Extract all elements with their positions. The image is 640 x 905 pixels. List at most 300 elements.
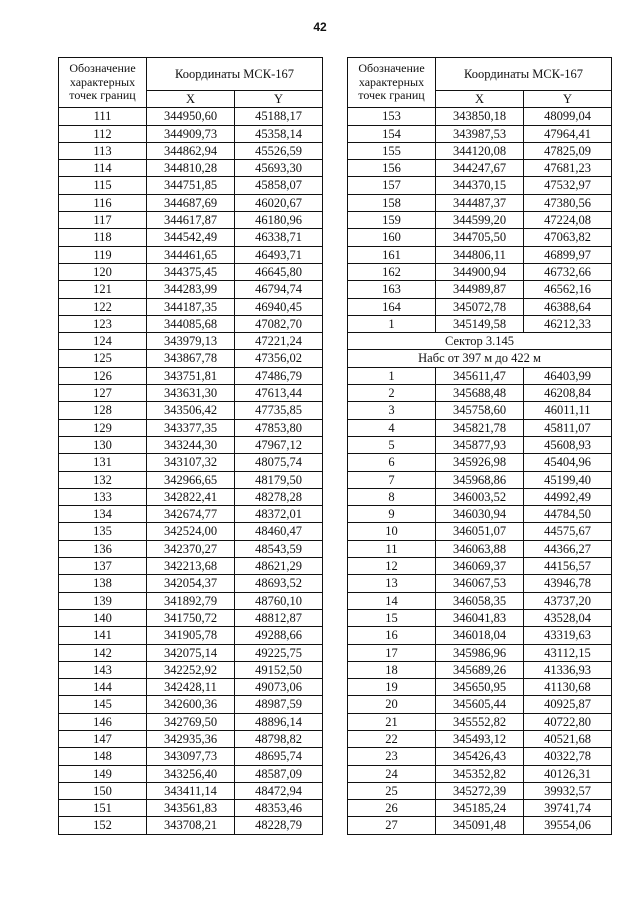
- y-coordinate-cell: 48099,04: [524, 108, 612, 125]
- x-coordinate-cell: 345986,96: [436, 644, 524, 661]
- x-coordinate-cell: 344909,73: [147, 125, 235, 142]
- table-row: [59, 298, 323, 315]
- table-row: [348, 436, 612, 453]
- table-row: [59, 454, 323, 471]
- y-coordinate-cell: 47532,97: [524, 177, 612, 194]
- table-row: [348, 315, 612, 332]
- x-coordinate-cell: 344862,94: [147, 142, 235, 159]
- y-coordinate-cell: 46562,16: [524, 281, 612, 298]
- x-coordinate-cell: 343708,21: [147, 817, 235, 834]
- y-coordinate-cell: 45199,40: [524, 471, 612, 488]
- point-id-cell: 158: [348, 194, 436, 211]
- table-row: [59, 333, 323, 350]
- table-row: [59, 765, 323, 782]
- y-coordinate-cell: 47063,82: [524, 229, 612, 246]
- point-id-cell: 9: [348, 506, 436, 523]
- table-row: [348, 558, 612, 575]
- coordinates-table-left: [58, 57, 323, 835]
- y-coordinate-cell: 45188,17: [235, 108, 323, 125]
- right-table-body-b: [348, 367, 612, 834]
- y-coordinate-cell: 43737,20: [524, 592, 612, 609]
- y-coordinate-cell: 44784,50: [524, 506, 612, 523]
- point-id-cell: 23: [348, 748, 436, 765]
- x-coordinate-cell: 344120,08: [436, 142, 524, 159]
- y-coordinate-cell: 47964,41: [524, 125, 612, 142]
- x-coordinate-cell: 342252,92: [147, 661, 235, 678]
- header-x: X: [436, 91, 524, 108]
- table-row: [59, 402, 323, 419]
- y-coordinate-cell: 48987,59: [235, 696, 323, 713]
- y-coordinate-cell: 47221,24: [235, 333, 323, 350]
- x-coordinate-cell: 343411,14: [147, 782, 235, 799]
- table-row: [59, 782, 323, 799]
- point-id-cell: 131: [59, 454, 147, 471]
- x-coordinate-cell: 344751,85: [147, 177, 235, 194]
- point-id-cell: 121: [59, 281, 147, 298]
- table-row: [348, 367, 612, 384]
- table-row: [59, 142, 323, 159]
- table-row: [59, 506, 323, 523]
- table-row: [348, 540, 612, 557]
- x-coordinate-cell: 342075,14: [147, 644, 235, 661]
- table-row: [59, 419, 323, 436]
- x-coordinate-cell: 345821,78: [436, 419, 524, 436]
- left-table-body: [59, 108, 323, 834]
- y-coordinate-cell: 40925,87: [524, 696, 612, 713]
- point-id-cell: 127: [59, 385, 147, 402]
- y-coordinate-cell: 46940,45: [235, 298, 323, 315]
- y-coordinate-cell: 47486,79: [235, 367, 323, 384]
- y-coordinate-cell: 39554,06: [524, 817, 612, 834]
- x-coordinate-cell: 345758,60: [436, 402, 524, 419]
- header-coordinates: Координаты МСК-167: [147, 58, 323, 91]
- point-id-cell: 145: [59, 696, 147, 713]
- x-coordinate-cell: 345968,86: [436, 471, 524, 488]
- point-id-cell: 126: [59, 367, 147, 384]
- y-coordinate-cell: 46208,84: [524, 385, 612, 402]
- y-coordinate-cell: 46020,67: [235, 194, 323, 211]
- x-coordinate-cell: 344705,50: [436, 229, 524, 246]
- header-designation: Обозначение характерных точек границ: [59, 58, 147, 108]
- point-id-cell: 122: [59, 298, 147, 315]
- y-coordinate-cell: 46338,71: [235, 229, 323, 246]
- point-id-cell: 15: [348, 609, 436, 626]
- x-coordinate-cell: 344370,15: [436, 177, 524, 194]
- y-coordinate-cell: 43946,78: [524, 575, 612, 592]
- point-id-cell: 117: [59, 212, 147, 229]
- point-id-cell: 129: [59, 419, 147, 436]
- y-coordinate-cell: 48621,29: [235, 558, 323, 575]
- table-row: [348, 817, 612, 834]
- sector-label: Сектор 3.145: [348, 333, 612, 350]
- x-coordinate-cell: 343377,35: [147, 419, 235, 436]
- x-coordinate-cell: 345650,95: [436, 679, 524, 696]
- sector-row: [348, 333, 612, 350]
- y-coordinate-cell: 40521,68: [524, 730, 612, 747]
- point-id-cell: 144: [59, 679, 147, 696]
- x-coordinate-cell: 346058,35: [436, 592, 524, 609]
- table-row: [59, 160, 323, 177]
- y-coordinate-cell: 44992,49: [524, 488, 612, 505]
- point-id-cell: 7: [348, 471, 436, 488]
- header-coordinates: Координаты МСК-167: [436, 58, 612, 91]
- table-row: [348, 194, 612, 211]
- x-coordinate-cell: 344989,87: [436, 281, 524, 298]
- x-coordinate-cell: 345877,93: [436, 436, 524, 453]
- y-coordinate-cell: 48587,09: [235, 765, 323, 782]
- table-row: [348, 471, 612, 488]
- point-id-cell: 10: [348, 523, 436, 540]
- point-id-cell: 148: [59, 748, 147, 765]
- y-coordinate-cell: 39932,57: [524, 782, 612, 799]
- x-coordinate-cell: 342428,11: [147, 679, 235, 696]
- header-x: X: [147, 91, 235, 108]
- y-coordinate-cell: 47853,80: [235, 419, 323, 436]
- y-coordinate-cell: 48228,79: [235, 817, 323, 834]
- y-coordinate-cell: 47825,09: [524, 142, 612, 159]
- header-y: Y: [524, 91, 612, 108]
- point-id-cell: 128: [59, 402, 147, 419]
- x-coordinate-cell: 343561,83: [147, 800, 235, 817]
- x-coordinate-cell: 346003,52: [436, 488, 524, 505]
- point-id-cell: 155: [348, 142, 436, 159]
- table-row: [59, 315, 323, 332]
- x-coordinate-cell: 343850,18: [436, 108, 524, 125]
- table-row: [59, 471, 323, 488]
- x-coordinate-cell: 342600,36: [147, 696, 235, 713]
- point-id-cell: 17: [348, 644, 436, 661]
- point-id-cell: 3: [348, 402, 436, 419]
- point-id-cell: 150: [59, 782, 147, 799]
- x-coordinate-cell: 345272,39: [436, 782, 524, 799]
- table-row: [348, 281, 612, 298]
- header-designation: Обозначение характерных точек границ: [348, 58, 436, 108]
- header-y: Y: [235, 91, 323, 108]
- x-coordinate-cell: 343097,73: [147, 748, 235, 765]
- x-coordinate-cell: 343751,81: [147, 367, 235, 384]
- y-coordinate-cell: 48693,52: [235, 575, 323, 592]
- x-coordinate-cell: 343987,53: [436, 125, 524, 142]
- point-id-cell: 116: [59, 194, 147, 211]
- point-id-cell: 112: [59, 125, 147, 142]
- point-id-cell: 133: [59, 488, 147, 505]
- x-coordinate-cell: 344375,45: [147, 263, 235, 280]
- point-id-cell: 124: [59, 333, 147, 350]
- point-id-cell: 138: [59, 575, 147, 592]
- y-coordinate-cell: 39741,74: [524, 800, 612, 817]
- table-row: [348, 765, 612, 782]
- x-coordinate-cell: 344085,68: [147, 315, 235, 332]
- y-coordinate-cell: 45811,07: [524, 419, 612, 436]
- x-coordinate-cell: 345185,24: [436, 800, 524, 817]
- table-row: [59, 713, 323, 730]
- y-coordinate-cell: 46794,74: [235, 281, 323, 298]
- x-coordinate-cell: 341892,79: [147, 592, 235, 609]
- x-coordinate-cell: 344487,37: [436, 194, 524, 211]
- table-row: [59, 609, 323, 626]
- point-id-cell: 26: [348, 800, 436, 817]
- point-id-cell: 18: [348, 661, 436, 678]
- point-id-cell: 21: [348, 713, 436, 730]
- point-id-cell: 137: [59, 558, 147, 575]
- table-row: [348, 748, 612, 765]
- y-coordinate-cell: 40322,78: [524, 748, 612, 765]
- table-row: [348, 160, 612, 177]
- table-row: [59, 679, 323, 696]
- x-coordinate-cell: 343631,30: [147, 385, 235, 402]
- y-coordinate-cell: 47082,70: [235, 315, 323, 332]
- x-coordinate-cell: 343256,40: [147, 765, 235, 782]
- x-coordinate-cell: 343506,42: [147, 402, 235, 419]
- point-id-cell: 163: [348, 281, 436, 298]
- table-row: [59, 212, 323, 229]
- table-row: [348, 142, 612, 159]
- y-coordinate-cell: 46011,11: [524, 402, 612, 419]
- x-coordinate-cell: 346051,07: [436, 523, 524, 540]
- y-coordinate-cell: 47613,44: [235, 385, 323, 402]
- y-coordinate-cell: 45358,14: [235, 125, 323, 142]
- table-row: [348, 212, 612, 229]
- point-id-cell: 147: [59, 730, 147, 747]
- point-id-cell: 151: [59, 800, 147, 817]
- point-id-cell: 115: [59, 177, 147, 194]
- point-id-cell: 113: [59, 142, 147, 159]
- x-coordinate-cell: 342935,36: [147, 730, 235, 747]
- table-row: [348, 644, 612, 661]
- x-coordinate-cell: 345493,12: [436, 730, 524, 747]
- point-id-cell: 114: [59, 160, 147, 177]
- height-label: Набс от 397 м до 422 м: [348, 350, 612, 367]
- y-coordinate-cell: 45858,07: [235, 177, 323, 194]
- y-coordinate-cell: 44575,67: [524, 523, 612, 540]
- point-id-cell: 142: [59, 644, 147, 661]
- point-id-cell: 141: [59, 627, 147, 644]
- point-id-cell: 146: [59, 713, 147, 730]
- y-coordinate-cell: 48695,74: [235, 748, 323, 765]
- x-coordinate-cell: 344950,60: [147, 108, 235, 125]
- x-coordinate-cell: 345426,43: [436, 748, 524, 765]
- x-coordinate-cell: 343979,13: [147, 333, 235, 350]
- x-coordinate-cell: 343867,78: [147, 350, 235, 367]
- y-coordinate-cell: 47224,08: [524, 212, 612, 229]
- point-id-cell: 2: [348, 385, 436, 402]
- x-coordinate-cell: 344806,11: [436, 246, 524, 263]
- table-row: [348, 263, 612, 280]
- y-coordinate-cell: 45526,59: [235, 142, 323, 159]
- point-id-cell: 139: [59, 592, 147, 609]
- y-coordinate-cell: 45693,30: [235, 160, 323, 177]
- point-id-cell: 19: [348, 679, 436, 696]
- x-coordinate-cell: 342822,41: [147, 488, 235, 505]
- point-id-cell: 135: [59, 523, 147, 540]
- x-coordinate-cell: 344599,20: [436, 212, 524, 229]
- x-coordinate-cell: 344617,87: [147, 212, 235, 229]
- y-coordinate-cell: 41130,68: [524, 679, 612, 696]
- table-row: [348, 609, 612, 626]
- table-row: [348, 488, 612, 505]
- point-id-cell: 24: [348, 765, 436, 782]
- table-row: [59, 817, 323, 834]
- point-id-cell: 157: [348, 177, 436, 194]
- x-coordinate-cell: 345352,82: [436, 765, 524, 782]
- y-coordinate-cell: 48278,28: [235, 488, 323, 505]
- y-coordinate-cell: 49225,75: [235, 644, 323, 661]
- point-id-cell: 119: [59, 246, 147, 263]
- coordinates-table-right: [347, 57, 612, 835]
- point-id-cell: 161: [348, 246, 436, 263]
- x-coordinate-cell: 342370,27: [147, 540, 235, 557]
- table-row: [59, 800, 323, 817]
- table-row: [59, 575, 323, 592]
- table-row: [59, 523, 323, 540]
- y-coordinate-cell: 46212,33: [524, 315, 612, 332]
- table-row: [59, 350, 323, 367]
- point-id-cell: 134: [59, 506, 147, 523]
- table-row: [59, 385, 323, 402]
- point-id-cell: 16: [348, 627, 436, 644]
- x-coordinate-cell: 344187,35: [147, 298, 235, 315]
- table-row: [348, 385, 612, 402]
- y-coordinate-cell: 48798,82: [235, 730, 323, 747]
- y-coordinate-cell: 48812,87: [235, 609, 323, 626]
- table-row: [59, 436, 323, 453]
- y-coordinate-cell: 48179,50: [235, 471, 323, 488]
- y-coordinate-cell: 49152,50: [235, 661, 323, 678]
- y-coordinate-cell: 45608,93: [524, 436, 612, 453]
- y-coordinate-cell: 47356,02: [235, 350, 323, 367]
- x-coordinate-cell: 346069,37: [436, 558, 524, 575]
- point-id-cell: 143: [59, 661, 147, 678]
- y-coordinate-cell: 44366,27: [524, 540, 612, 557]
- point-id-cell: 4: [348, 419, 436, 436]
- x-coordinate-cell: 342054,37: [147, 575, 235, 592]
- table-row: [348, 575, 612, 592]
- x-coordinate-cell: 346067,53: [436, 575, 524, 592]
- table-row: [348, 108, 612, 125]
- x-coordinate-cell: 344810,28: [147, 160, 235, 177]
- table-row: [59, 194, 323, 211]
- point-id-cell: 125: [59, 350, 147, 367]
- y-coordinate-cell: 48372,01: [235, 506, 323, 523]
- table-row: [59, 263, 323, 280]
- y-coordinate-cell: 48472,94: [235, 782, 323, 799]
- point-id-cell: 160: [348, 229, 436, 246]
- x-coordinate-cell: 342213,68: [147, 558, 235, 575]
- y-coordinate-cell: 47681,23: [524, 160, 612, 177]
- point-id-cell: 132: [59, 471, 147, 488]
- table-row: [348, 782, 612, 799]
- point-id-cell: 153: [348, 108, 436, 125]
- y-coordinate-cell: 48353,46: [235, 800, 323, 817]
- table-row: [348, 419, 612, 436]
- x-coordinate-cell: 345926,98: [436, 454, 524, 471]
- x-coordinate-cell: 346018,04: [436, 627, 524, 644]
- y-coordinate-cell: 43319,63: [524, 627, 612, 644]
- table-row: [348, 125, 612, 142]
- point-id-cell: 25: [348, 782, 436, 799]
- point-id-cell: 111: [59, 108, 147, 125]
- table-row: [59, 730, 323, 747]
- x-coordinate-cell: 342769,50: [147, 713, 235, 730]
- point-id-cell: 162: [348, 263, 436, 280]
- x-coordinate-cell: 345688,48: [436, 385, 524, 402]
- table-row: [59, 488, 323, 505]
- point-id-cell: 159: [348, 212, 436, 229]
- table-row: [348, 713, 612, 730]
- point-id-cell: 6: [348, 454, 436, 471]
- y-coordinate-cell: 48760,10: [235, 592, 323, 609]
- x-coordinate-cell: 342524,00: [147, 523, 235, 540]
- y-coordinate-cell: 48075,74: [235, 454, 323, 471]
- x-coordinate-cell: 344687,69: [147, 194, 235, 211]
- y-coordinate-cell: 49288,66: [235, 627, 323, 644]
- y-coordinate-cell: 41336,93: [524, 661, 612, 678]
- point-id-cell: 27: [348, 817, 436, 834]
- point-id-cell: 120: [59, 263, 147, 280]
- y-coordinate-cell: 43112,15: [524, 644, 612, 661]
- y-coordinate-cell: 43528,04: [524, 609, 612, 626]
- y-coordinate-cell: 46403,99: [524, 367, 612, 384]
- point-id-cell: 123: [59, 315, 147, 332]
- y-coordinate-cell: 44156,57: [524, 558, 612, 575]
- y-coordinate-cell: 46493,71: [235, 246, 323, 263]
- x-coordinate-cell: 346030,94: [436, 506, 524, 523]
- table-row: [348, 627, 612, 644]
- table-row: [348, 402, 612, 419]
- table-row: [59, 246, 323, 263]
- x-coordinate-cell: 346063,88: [436, 540, 524, 557]
- table-row: [348, 679, 612, 696]
- y-coordinate-cell: 45404,96: [524, 454, 612, 471]
- point-id-cell: 20: [348, 696, 436, 713]
- y-coordinate-cell: 46645,80: [235, 263, 323, 280]
- table-row: [348, 661, 612, 678]
- point-id-cell: 1: [348, 367, 436, 384]
- x-coordinate-cell: 342674,77: [147, 506, 235, 523]
- x-coordinate-cell: 346041,83: [436, 609, 524, 626]
- table-row: [59, 540, 323, 557]
- point-id-cell: 149: [59, 765, 147, 782]
- table-row: [59, 281, 323, 298]
- x-coordinate-cell: 342966,65: [147, 471, 235, 488]
- table-row: [348, 177, 612, 194]
- y-coordinate-cell: 48896,14: [235, 713, 323, 730]
- point-id-cell: 12: [348, 558, 436, 575]
- table-row: [348, 592, 612, 609]
- x-coordinate-cell: 345689,26: [436, 661, 524, 678]
- table-row: [348, 298, 612, 315]
- x-coordinate-cell: 345605,44: [436, 696, 524, 713]
- x-coordinate-cell: 345552,82: [436, 713, 524, 730]
- table-row: [348, 730, 612, 747]
- table-row: [59, 125, 323, 142]
- x-coordinate-cell: 344247,67: [436, 160, 524, 177]
- y-coordinate-cell: 47380,56: [524, 194, 612, 211]
- x-coordinate-cell: 343244,30: [147, 436, 235, 453]
- x-coordinate-cell: 345149,58: [436, 315, 524, 332]
- point-id-cell: 164: [348, 298, 436, 315]
- x-coordinate-cell: 344461,65: [147, 246, 235, 263]
- y-coordinate-cell: 40722,80: [524, 713, 612, 730]
- y-coordinate-cell: 46899,97: [524, 246, 612, 263]
- x-coordinate-cell: 345091,48: [436, 817, 524, 834]
- x-coordinate-cell: 344542,49: [147, 229, 235, 246]
- y-coordinate-cell: 48543,59: [235, 540, 323, 557]
- y-coordinate-cell: 46388,64: [524, 298, 612, 315]
- table-row: [59, 627, 323, 644]
- x-coordinate-cell: 345072,78: [436, 298, 524, 315]
- point-id-cell: 5: [348, 436, 436, 453]
